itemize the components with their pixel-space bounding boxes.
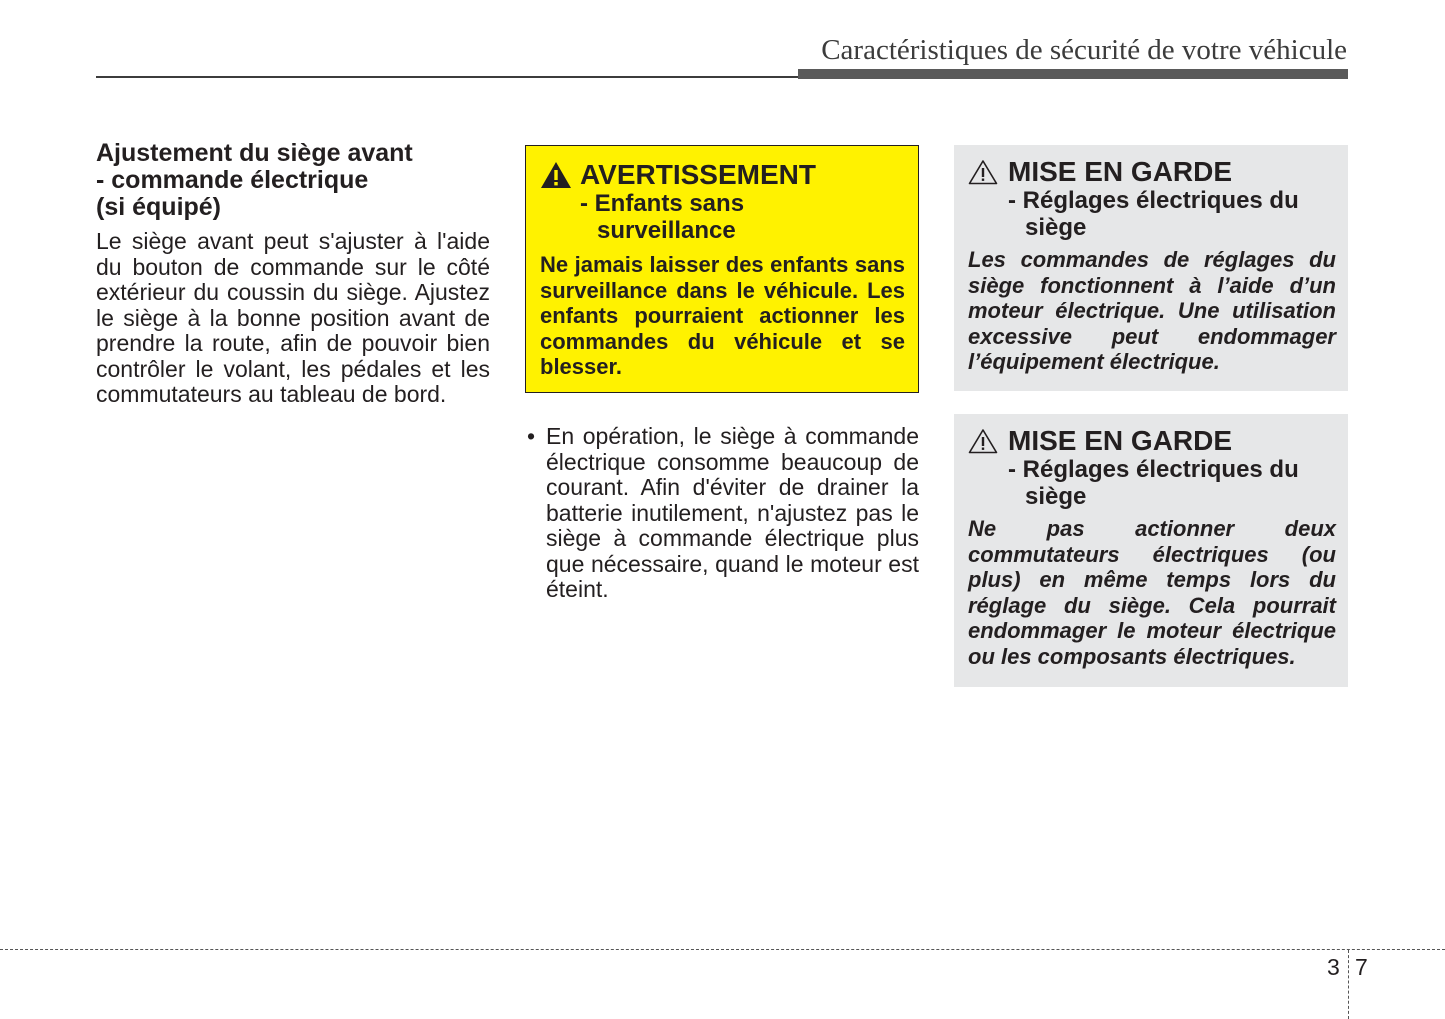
caution-triangle-icon [968, 159, 998, 185]
warning-box [525, 145, 919, 393]
warning-subtitle-line2: surveillance [597, 217, 736, 244]
caution-subtitle-line2: siège [1025, 214, 1087, 241]
caution-heading-text: MISE EN GARDE [1008, 425, 1233, 456]
section-title-line3: (si équipé) [96, 193, 222, 221]
caution-subtitle-line1: - Réglages électriques du [1008, 187, 1299, 214]
footer-divider [1348, 950, 1349, 1019]
header-rule-accent [798, 69, 1348, 79]
caution-heading-text: MISE EN GARDE [1008, 156, 1233, 187]
caution-subtitle-line2: siège [1025, 483, 1087, 510]
caution-text: Les commandes de réglages du siège fonctionnent à l’aide d’un moteur électrique. Une utilisation excessive peut endommager l’équipement électrique. [968, 247, 1336, 374]
section-power-seat [96, 140, 490, 408]
warning-text: Ne jamais laisser des enfants sans surveillance dans le véhicule. Les enfants pourraient actionner les commandes du véhicule et se blesser. [540, 252, 905, 379]
header-rule [96, 76, 800, 78]
caution-triangle-icon [968, 428, 998, 454]
footer-rule [0, 949, 1445, 950]
caution-heading [968, 426, 1336, 456]
page-chapter-number: 3 [1327, 954, 1340, 980]
page-header-title: Caractéristiques de sécurité de votre véhicule [821, 34, 1347, 66]
warning-triangle-icon [540, 161, 572, 189]
warning-heading [540, 160, 905, 190]
bullet-symbol: • [527, 423, 536, 449]
page-number: 7 [1355, 954, 1368, 980]
caution-subtitle-line1: - Réglages électriques du [1008, 456, 1299, 483]
section-title-line2: - commande électrique [96, 166, 369, 194]
caution-text: Ne pas actionner deux commutateurs électriques (ou plus) en même temps lors du réglage du siège. Cela pourrait endommager le moteur électrique ou les composants électriques. [968, 516, 1336, 669]
bullet-item [525, 424, 919, 603]
caution-heading [968, 157, 1336, 187]
section-title [96, 140, 490, 221]
section-body: Le siège avant peut s'ajuster à l'aide du bouton de commande sur le côté extérieur du coussin du siège. Ajustez le siège à la bonne position avant de prendre la route, afin de pouvoir bien contrôler le volant, les pédales et les commutateurs au tableau de bord. [96, 228, 490, 407]
section-title-line1: Ajustement du siège avant [96, 139, 413, 167]
caution-box-1 [954, 145, 1348, 391]
warning-heading-text: AVERTISSEMENT [580, 159, 816, 190]
caution-box-2 [954, 414, 1348, 687]
warning-subtitle-line1: - Enfants sans [580, 190, 745, 217]
bullet-text: En opération, le siège à commande électrique consomme beaucoup de courant. Afin d'éviter de drainer la batterie inutilement, n'ajustez pas le siège à commande électrique plus que nécessaire, quand le moteur est éteint. [546, 423, 919, 602]
